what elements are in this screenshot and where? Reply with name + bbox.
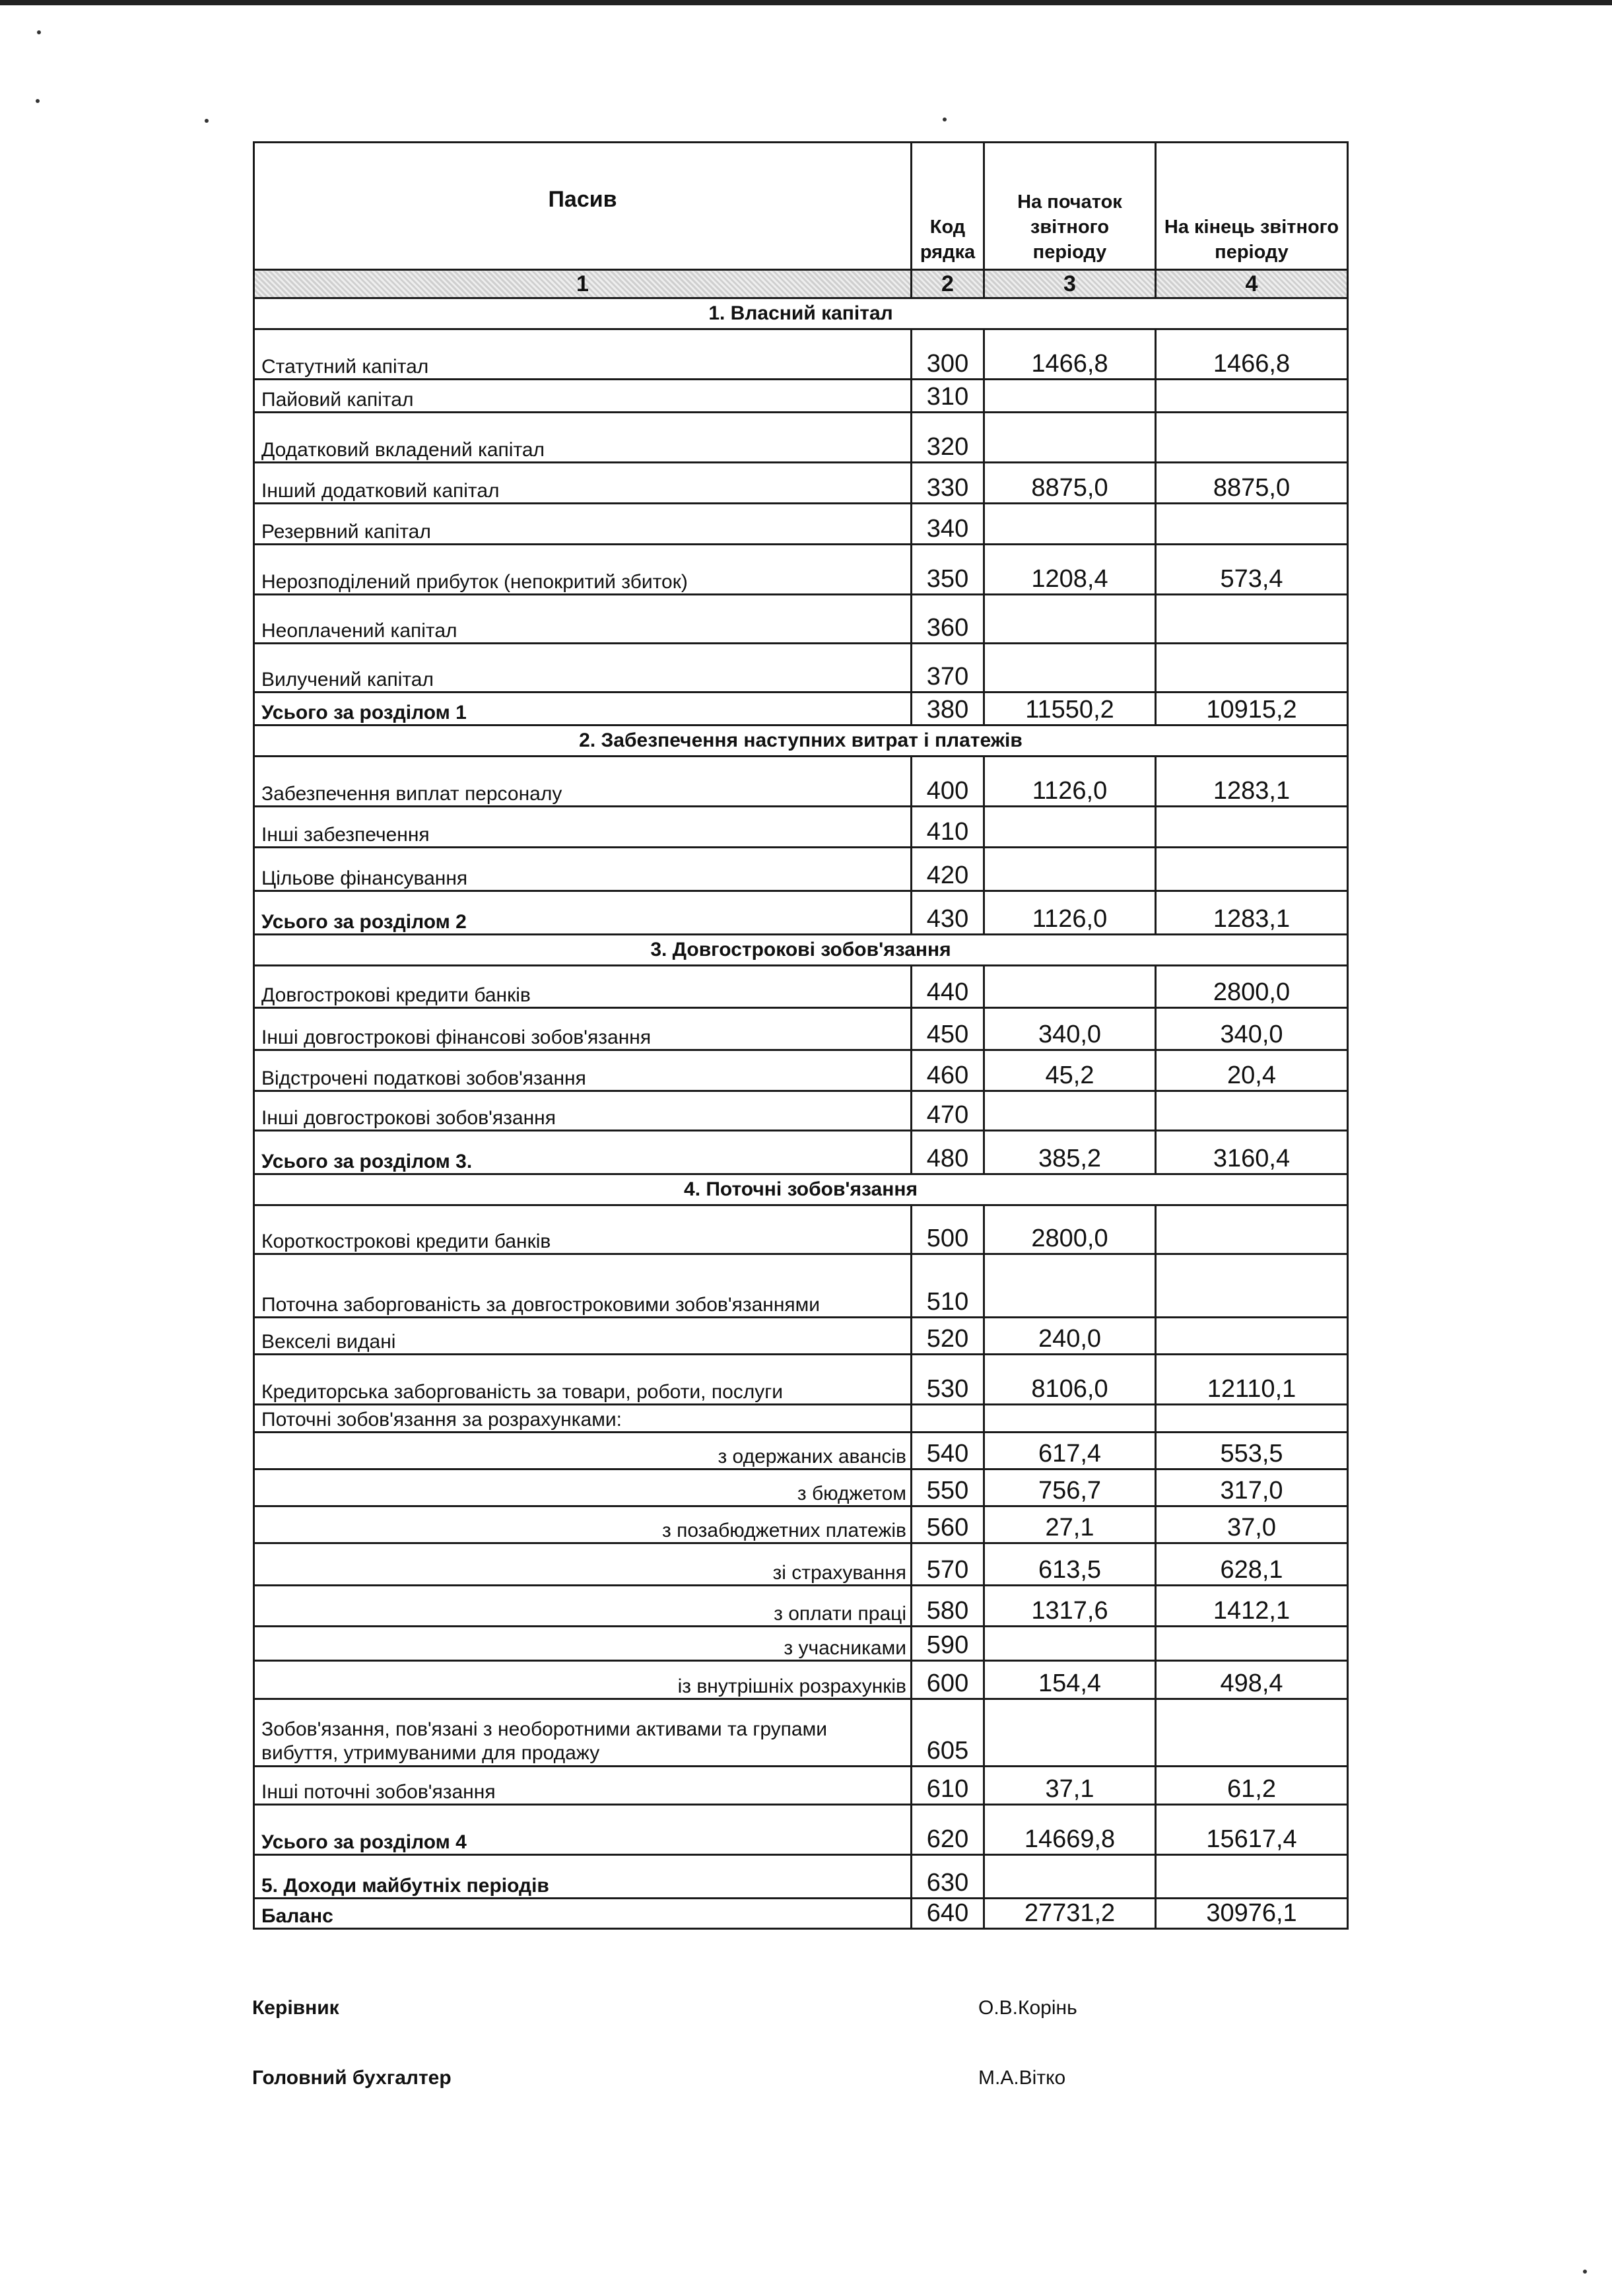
value-period-end: 8875,0 <box>1156 463 1348 504</box>
row-label: Кредиторська заборгованість за товари, роботи, послуги <box>254 1355 912 1405</box>
value-period-end <box>1156 1855 1348 1899</box>
row-code: 640 <box>912 1899 984 1929</box>
value-period-end <box>1156 380 1348 413</box>
value-period-start: 37,1 <box>984 1767 1156 1805</box>
value-period-end <box>1156 1627 1348 1661</box>
value-period-end: 498,4 <box>1156 1661 1348 1699</box>
header-period-end-text: На кінець звітного періоду <box>1164 217 1339 263</box>
column-number: 4 <box>1156 270 1348 298</box>
row-code: 460 <box>912 1050 984 1091</box>
row-code: 450 <box>912 1008 984 1050</box>
row-label: з позабюджетних платежів <box>254 1506 912 1543</box>
table-row <box>254 1661 1348 1699</box>
column-number: 3 <box>984 270 1156 298</box>
row-code: 570 <box>912 1543 984 1586</box>
row-code: 630 <box>912 1855 984 1899</box>
value-period-end: 12110,1 <box>1156 1355 1348 1405</box>
value-period-start: 617,4 <box>984 1433 1156 1469</box>
row-code: 440 <box>912 966 984 1008</box>
row-code: 620 <box>912 1805 984 1855</box>
row-label: Інші довгострокові фінансові зобов'язання <box>254 1008 912 1050</box>
row-label: Зобов'язання, пов'язані з необоротними активами та групами вибуття, утримуваними для продажу <box>254 1699 912 1767</box>
table-row <box>254 1131 1348 1174</box>
value-period-start: 1317,6 <box>984 1586 1156 1627</box>
value-period-start: 613,5 <box>984 1543 1156 1586</box>
table-row <box>254 757 1348 807</box>
value-period-start: 240,0 <box>984 1318 1156 1355</box>
value-period-start <box>984 413 1156 463</box>
row-label: Баланс <box>254 1899 912 1929</box>
row-code: 610 <box>912 1767 984 1805</box>
value-period-start: 756,7 <box>984 1469 1156 1506</box>
value-period-start <box>984 966 1156 1008</box>
table-row <box>254 413 1348 463</box>
scan-speck <box>36 99 40 103</box>
row-code: 430 <box>912 891 984 935</box>
row-label: Інші поточні зобов'язання <box>254 1767 912 1805</box>
table-row <box>254 1506 1348 1543</box>
value-period-end: 573,4 <box>1156 545 1348 595</box>
value-period-end: 1283,1 <box>1156 891 1348 935</box>
value-period-end: 61,2 <box>1156 1767 1348 1805</box>
future-income-row <box>254 1855 1348 1899</box>
section-header-row <box>254 935 1348 966</box>
value-period-end: 1283,1 <box>1156 757 1348 807</box>
value-period-end: 30976,1 <box>1156 1899 1348 1929</box>
header-code <box>912 143 984 270</box>
value-period-start <box>984 1254 1156 1318</box>
row-code: 410 <box>912 807 984 848</box>
row-code: 310 <box>912 380 984 413</box>
column-number: 1 <box>254 270 912 298</box>
row-code: 320 <box>912 413 984 463</box>
value-period-end <box>1156 1254 1348 1318</box>
scan-speck <box>205 119 209 123</box>
table-row <box>254 1205 1348 1254</box>
table-row <box>254 1318 1348 1355</box>
balance-total-row <box>254 1899 1348 1929</box>
row-label: Пайовий капітал <box>254 380 912 413</box>
row-code: 360 <box>912 595 984 644</box>
value-period-end: 15617,4 <box>1156 1805 1348 1855</box>
scan-top-border <box>0 0 1612 5</box>
scan-speck <box>943 118 947 121</box>
table-row <box>254 1050 1348 1091</box>
value-period-end: 3160,4 <box>1156 1131 1348 1174</box>
section-header-row <box>254 1174 1348 1205</box>
row-code: 510 <box>912 1254 984 1318</box>
row-label: Додатковий вкладений капітал <box>254 413 912 463</box>
section-title: 2. Забезпечення наступних витрат і платежів <box>254 726 1348 757</box>
value-period-start: 14669,8 <box>984 1805 1156 1855</box>
row-label: Відстрочені податкові зобов'язання <box>254 1050 912 1091</box>
row-label: з оплати праці <box>254 1586 912 1627</box>
row-label: Нерозподілений прибуток (непокритий збиток) <box>254 545 912 595</box>
value-period-start <box>984 1699 1156 1767</box>
value-period-start: 1126,0 <box>984 757 1156 807</box>
table-row <box>254 1254 1348 1318</box>
table-row <box>254 966 1348 1008</box>
table-row <box>254 1008 1348 1050</box>
row-code: 580 <box>912 1586 984 1627</box>
row-code: 530 <box>912 1355 984 1405</box>
table-row <box>254 1469 1348 1506</box>
row-label: Неоплачений капітал <box>254 595 912 644</box>
table-row <box>254 329 1348 380</box>
table-row <box>254 1405 1348 1433</box>
section-title: 3. Довгострокові зобов'язання <box>254 935 1348 966</box>
director-name: О.В.Корінь <box>978 1997 1077 2019</box>
value-period-end: 10915,2 <box>1156 692 1348 726</box>
value-period-end: 20,4 <box>1156 1050 1348 1091</box>
table-row <box>254 1767 1348 1805</box>
row-label: Усього за розділом 3. <box>254 1131 912 1174</box>
row-label: Усього за розділом 2 <box>254 891 912 935</box>
row-label: Короткострокові кредити банків <box>254 1205 912 1254</box>
value-period-end <box>1156 413 1348 463</box>
header-liabilities: Пасив <box>254 143 912 270</box>
table-row <box>254 891 1348 935</box>
row-label: Векселі видані <box>254 1318 912 1355</box>
header-period-end <box>1156 143 1348 270</box>
value-period-start: 2800,0 <box>984 1205 1156 1254</box>
table-row <box>254 545 1348 595</box>
row-label: зі страхування <box>254 1543 912 1586</box>
row-code: 400 <box>912 757 984 807</box>
header-period-start-text: На початок звітного періоду <box>1017 191 1122 263</box>
table-row <box>254 463 1348 504</box>
value-period-start <box>984 848 1156 891</box>
value-period-end: 1412,1 <box>1156 1586 1348 1627</box>
row-label: з бюджетом <box>254 1469 912 1506</box>
row-code: 550 <box>912 1469 984 1506</box>
value-period-start: 11550,2 <box>984 692 1156 726</box>
row-code: 480 <box>912 1131 984 1174</box>
table-row <box>254 380 1348 413</box>
row-code: 470 <box>912 1091 984 1131</box>
row-code: 330 <box>912 463 984 504</box>
table-row <box>254 1433 1348 1469</box>
accountant-name: М.А.Вітко <box>978 2067 1066 2089</box>
table-row <box>254 1805 1348 1855</box>
value-period-start: 1126,0 <box>984 891 1156 935</box>
section-header-row <box>254 298 1348 329</box>
row-label: з учасниками <box>254 1627 912 1661</box>
value-period-end <box>1156 1091 1348 1131</box>
table-row <box>254 807 1348 848</box>
table-row <box>254 1543 1348 1586</box>
scan-speck <box>1583 2270 1587 2274</box>
column-number-row <box>254 270 1348 298</box>
row-code: 370 <box>912 644 984 692</box>
value-period-end <box>1156 504 1348 545</box>
value-period-start: 340,0 <box>984 1008 1156 1050</box>
value-period-end: 553,5 <box>1156 1433 1348 1469</box>
value-period-start: 1466,8 <box>984 329 1156 380</box>
section-header-row <box>254 726 1348 757</box>
value-period-start <box>984 380 1156 413</box>
scan-speck <box>37 30 41 34</box>
section-title: 1. Власний капітал <box>254 298 1348 329</box>
column-number: 2 <box>912 270 984 298</box>
table-header-row <box>254 143 1348 270</box>
row-label: Вилучений капітал <box>254 644 912 692</box>
row-code: 520 <box>912 1318 984 1355</box>
table-row <box>254 1586 1348 1627</box>
table-row <box>254 1699 1348 1767</box>
row-code: 340 <box>912 504 984 545</box>
row-label: Усього за розділом 4 <box>254 1805 912 1855</box>
header-period-start <box>984 143 1156 270</box>
row-label: 5. Доходи майбутніх періодів <box>254 1855 912 1899</box>
row-code: 350 <box>912 545 984 595</box>
row-code: 600 <box>912 1661 984 1699</box>
value-period-end <box>1156 595 1348 644</box>
accountant-title: Головний бухгалтер <box>252 2067 452 2089</box>
row-label: Цільове фінансування <box>254 848 912 891</box>
row-code: 560 <box>912 1506 984 1543</box>
row-code: 590 <box>912 1627 984 1661</box>
table-row <box>254 1355 1348 1405</box>
value-period-start: 385,2 <box>984 1131 1156 1174</box>
value-period-start <box>984 1855 1156 1899</box>
row-label: з одержаних авансів <box>254 1433 912 1469</box>
row-code: 500 <box>912 1205 984 1254</box>
director-title: Керівник <box>252 1997 339 2019</box>
value-period-end <box>1156 1699 1348 1767</box>
row-label: Поточна заборгованість за довгостроковими зобов'язаннями <box>254 1254 912 1318</box>
table-row <box>254 504 1348 545</box>
value-period-end <box>1156 807 1348 848</box>
row-code: 380 <box>912 692 984 726</box>
row-label: Забезпечення виплат персоналу <box>254 757 912 807</box>
value-period-end <box>1156 644 1348 692</box>
row-label: Інший додатковий капітал <box>254 463 912 504</box>
balance-liabilities-table <box>253 141 1349 1930</box>
table-row <box>254 692 1348 726</box>
row-code: 300 <box>912 329 984 380</box>
row-label: Інші довгострокові зобов'язання <box>254 1091 912 1131</box>
value-period-start <box>984 595 1156 644</box>
value-period-end <box>1156 1318 1348 1355</box>
row-code: 605 <box>912 1699 984 1767</box>
table-row <box>254 1627 1348 1661</box>
row-label: Резервний капітал <box>254 504 912 545</box>
value-period-start <box>984 1627 1156 1661</box>
value-period-end <box>1156 848 1348 891</box>
row-label: із внутрішніх розрахунків <box>254 1661 912 1699</box>
row-code <box>912 1405 984 1433</box>
row-code: 540 <box>912 1433 984 1469</box>
value-period-end <box>1156 1405 1348 1433</box>
value-period-start <box>984 1405 1156 1433</box>
value-period-start: 8106,0 <box>984 1355 1156 1405</box>
value-period-end: 628,1 <box>1156 1543 1348 1586</box>
value-period-end: 1466,8 <box>1156 329 1348 380</box>
value-period-start <box>984 1091 1156 1131</box>
row-label: Усього за розділом 1 <box>254 692 912 726</box>
value-period-start <box>984 644 1156 692</box>
table-row <box>254 595 1348 644</box>
value-period-start: 1208,4 <box>984 545 1156 595</box>
value-period-start: 27731,2 <box>984 1899 1156 1929</box>
row-label: Поточні зобов'язання за розрахунками: <box>254 1405 912 1433</box>
table-row <box>254 1091 1348 1131</box>
row-code: 420 <box>912 848 984 891</box>
value-period-end <box>1156 1205 1348 1254</box>
value-period-end: 37,0 <box>1156 1506 1348 1543</box>
value-period-start: 45,2 <box>984 1050 1156 1091</box>
table-row <box>254 644 1348 692</box>
table-row <box>254 848 1348 891</box>
value-period-end: 317,0 <box>1156 1469 1348 1506</box>
row-label: Статутний капітал <box>254 329 912 380</box>
row-label: Довгострокові кредити банків <box>254 966 912 1008</box>
value-period-start: 154,4 <box>984 1661 1156 1699</box>
value-period-start <box>984 504 1156 545</box>
value-period-start: 8875,0 <box>984 463 1156 504</box>
value-period-end: 2800,0 <box>1156 966 1348 1008</box>
value-period-start <box>984 807 1156 848</box>
row-label: Інші забезпечення <box>254 807 912 848</box>
section-title: 4. Поточні зобов'язання <box>254 1174 1348 1205</box>
value-period-start: 27,1 <box>984 1506 1156 1543</box>
value-period-end: 340,0 <box>1156 1008 1348 1050</box>
header-code-text: Код рядка <box>920 217 976 263</box>
